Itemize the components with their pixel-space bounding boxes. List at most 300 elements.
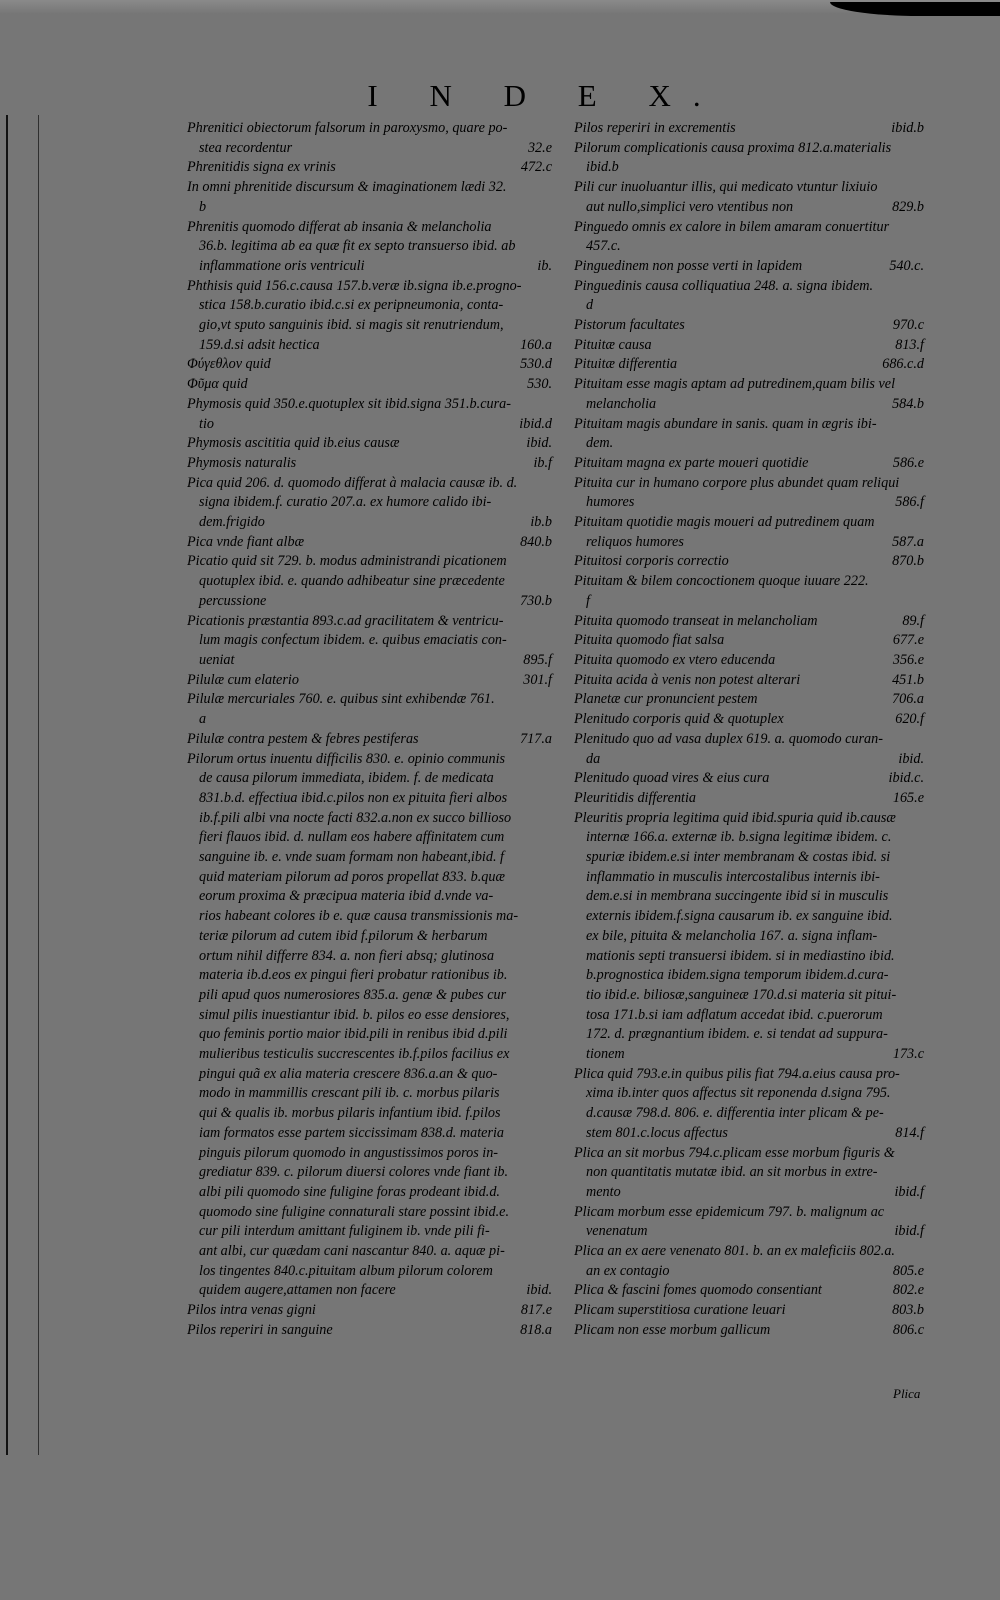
index-line-text: Pistorum facultates <box>574 317 685 334</box>
index-line-text: Pinguedinis causa colliquatiua 248. a. signa ibidem. <box>574 277 874 294</box>
index-line <box>187 1281 554 1301</box>
index-line <box>574 415 926 435</box>
page-reference: 806.c <box>892 1321 924 1338</box>
index-line <box>574 1045 926 1065</box>
index-line <box>574 730 926 750</box>
index-line-text: Pituitam magis abundare in sanis. quam in ægris ibi- <box>574 415 877 432</box>
index-line <box>187 750 554 770</box>
index-line-text: pinguis pilorum quomodo in angustissimos poros in- <box>199 1144 499 1161</box>
index-line-text: xima ib.inter quos affectus sit reponenda d.signa 795. <box>586 1085 891 1102</box>
index-line-text: albi pili quomodo sine fuligine foras prodeant ibid.d. <box>199 1183 500 1200</box>
index-line <box>187 1183 554 1203</box>
index-line-text: signa ibidem.f. curatio 207.a. ex humore calido ibi- <box>199 494 492 511</box>
index-line-text: Pica vnde fiant albæ <box>187 533 305 550</box>
index-line <box>187 257 554 277</box>
index-line-text: ex bile, pituita & melancholia 167. a. signa inflam- <box>586 927 878 944</box>
index-line <box>187 1321 554 1341</box>
index-line-text: dem.frigido <box>199 514 265 531</box>
index-line-text: percussione <box>199 592 267 609</box>
index-line-text: gio,vt sputo sanguinis ibid. si magis sit renutriendum, <box>199 317 504 334</box>
index-line <box>187 1045 554 1065</box>
index-line-text: mationis septi transuersi ibidem. si in mediastino ibid. <box>586 947 895 964</box>
page-reference: ibid.f <box>894 1223 924 1240</box>
index-line-text: stea recordentur <box>199 139 293 156</box>
binding-edge-rule <box>6 115 8 1455</box>
page-reference: 730.b <box>520 592 552 609</box>
index-line <box>187 316 554 336</box>
page-reference: 805.e <box>892 1262 924 1279</box>
index-line-text: 36.b. legitima ab ea quæ fit ex septo transuerso ibid. ab <box>199 238 516 255</box>
page-title: I N D E X. <box>367 78 723 113</box>
index-line <box>574 848 926 868</box>
index-line <box>187 612 554 632</box>
index-line <box>574 1222 926 1242</box>
index-line-text: dem. <box>586 435 614 452</box>
index-line <box>574 1025 926 1045</box>
index-line-text: Φῦμα quid <box>187 376 248 393</box>
index-line <box>574 868 926 888</box>
index-line-text: de causa pilorum immediata, ibidem. f. de medicata <box>199 770 494 787</box>
index-line-text: b.prognostica ibidem.signa temporum ibidem.d.cura- <box>586 967 889 984</box>
index-line <box>187 710 554 730</box>
index-line <box>187 1144 554 1164</box>
index-line <box>574 986 926 1006</box>
index-line <box>187 1203 554 1223</box>
index-line <box>187 1163 554 1183</box>
page-reference: 706.a <box>892 691 924 708</box>
catchword: Plica <box>893 1386 921 1401</box>
index-line <box>187 415 554 435</box>
index-line <box>574 296 926 316</box>
index-line-text: Φύγεθλον quid <box>187 356 271 373</box>
index-line-text: Phrenitis quomodo differat ab insania & melancholia <box>187 218 492 235</box>
index-line <box>574 1065 926 1085</box>
index-line <box>187 1262 554 1282</box>
page-reference: 895.f <box>523 651 552 668</box>
page-reference: ibid.b <box>891 120 924 136</box>
index-line-text: Pituitam magna ex parte moueri quotidie <box>574 454 809 471</box>
index-line-text: quidem augere,attamen non facere <box>199 1282 396 1299</box>
index-line <box>574 198 926 218</box>
index-line-text: d <box>586 297 594 314</box>
index-line-text: Pilorum complicationis causa proxima 812.a.materialis <box>574 139 892 156</box>
index-line-text: Pleuritis propria legitima quid ibid.spuria quid ib.causæ <box>574 809 896 826</box>
index-line-text: Pituitæ causa <box>574 336 652 353</box>
index-line <box>187 927 554 947</box>
index-line <box>187 848 554 868</box>
index-line <box>187 1242 554 1262</box>
index-line <box>187 572 554 592</box>
index-line-text: los tingentes 840.c.pituitam album pilorum colorem <box>199 1262 493 1279</box>
index-line <box>574 690 926 710</box>
index-line <box>574 789 926 809</box>
index-line <box>187 1065 554 1085</box>
index-line-text: Phymosis naturalis <box>187 454 297 471</box>
index-line <box>187 493 554 513</box>
index-line-text: quotuplex ibid. e. quando adhibeatur sine præcedente <box>199 573 505 590</box>
index-line <box>187 355 554 375</box>
index-line-text: lum magis confectum ibidem. e. quibus emaciatis con- <box>199 632 507 649</box>
index-line <box>187 1222 554 1242</box>
index-line-text: melancholia <box>586 395 657 412</box>
index-line <box>574 1084 926 1104</box>
index-line-text: Pinguedinem non posse verti in lapidem <box>574 257 803 274</box>
index-line <box>574 513 926 533</box>
index-line-text: Picationis præstantia 893.c.ad gracilitatem & ventricu- <box>187 612 504 629</box>
index-line-text: 457.c. <box>586 238 621 255</box>
index-line <box>187 730 554 750</box>
index-line <box>574 474 926 494</box>
index-line <box>574 1006 926 1026</box>
index-line <box>187 631 554 651</box>
index-line-text: ueniat <box>199 651 235 668</box>
page-reference: 540.c. <box>889 257 924 274</box>
index-line <box>574 395 926 415</box>
index-line <box>574 178 926 198</box>
index-line-text: Pilorum ortus inuentu difficilis 830. e. opinio communis <box>187 750 506 767</box>
index-line <box>574 631 926 651</box>
index-line <box>574 651 926 671</box>
index-line <box>574 1163 926 1183</box>
index-line <box>574 237 926 257</box>
index-line <box>574 947 926 967</box>
index-line-text: tio <box>199 415 214 432</box>
page-reference: 620.f <box>895 711 924 728</box>
page-reference: 584.b <box>892 395 924 412</box>
index-line <box>574 828 926 848</box>
page-reference: 173.c <box>892 1046 924 1063</box>
index-line <box>574 257 926 277</box>
index-line <box>187 119 554 139</box>
index-line-text: Pinguedo omnis ex calore in bilem amaram conuertitur <box>574 218 890 235</box>
page-reference: ibid. <box>898 750 924 767</box>
index-line-text: Planetæ cur pronuncient pestem <box>574 691 758 708</box>
index-line-text: Pleuritidis differentia <box>574 789 697 806</box>
index-line <box>574 375 926 395</box>
index-line-text: quomodo sine fuligine connaturali stare possint ibid.e. <box>199 1203 510 1220</box>
index-line <box>187 1025 554 1045</box>
page-reference: 587.a <box>892 533 924 550</box>
index-line-text: Plica an ex aere venenato 801. b. an ex maleficiis 802.a. <box>574 1243 895 1260</box>
index-line-text: Pituitæ differentia <box>574 356 678 373</box>
index-line <box>574 434 926 454</box>
index-line <box>574 218 926 238</box>
index-line-text: mulieribus testiculis succrescentes ib.f.pilos facilius ex <box>199 1046 510 1063</box>
page-reference: 814.f <box>895 1124 924 1141</box>
index-line-text: Pili cur inuoluantur illis, qui medicato vtuntur lixiuio <box>574 179 878 196</box>
page-reference: 301.f <box>523 671 552 688</box>
page-reference: 802.e <box>892 1282 924 1299</box>
index-line <box>574 769 926 789</box>
index-line <box>187 986 554 1006</box>
index-line <box>187 1124 554 1144</box>
index-line-text: Phymosis ascititia quid ib.eius causæ <box>187 435 400 452</box>
index-line <box>187 1006 554 1026</box>
index-line-text: cur pili interdum amittant fuliginem ib. vnde pili fi- <box>199 1223 490 1240</box>
page-reference: ibid.c. <box>888 770 924 787</box>
index-line <box>187 277 554 297</box>
index-line <box>187 907 554 927</box>
index-line-text: inflammatio in musculis intercostalibus internis ibi- <box>586 868 880 885</box>
index-line <box>574 1144 926 1164</box>
page-reference: ib.b <box>530 514 552 531</box>
index-column-right <box>574 119 926 1341</box>
index-line-text: d.causæ 798.d. 806. e. differentia inter plicam & pe- <box>586 1105 884 1122</box>
index-line <box>187 769 554 789</box>
index-line-text: Pituitam quotidie magis moueri ad putredinem quam <box>574 514 875 531</box>
index-line <box>574 355 926 375</box>
page-reference: 451.b <box>892 671 924 688</box>
index-line-text: quid materiam pilorum ad poros propellat 833. b.quæ <box>199 868 505 885</box>
index-line-text: 172. d. prægnantium ibidem. e. si tendat ad suppura- <box>586 1026 888 1043</box>
index-line-text: Pilos reperiri in sanguine <box>187 1321 333 1338</box>
index-line <box>187 809 554 829</box>
index-line-text: Pituitam & bilem concoctionem quoque iuuare 222. <box>574 573 869 590</box>
index-line <box>187 1301 554 1321</box>
index-line-text: Plica quid 793.e.in quibus pilis fiat 794.a.eius causa pro- <box>574 1065 900 1082</box>
index-line-text: Pituita quomodo transeat in melancholiam <box>574 612 818 629</box>
index-line-text: externis ibidem.f.signa causarum ib. ex sanguine ibid. <box>586 908 893 925</box>
index-line-text: Plicam non esse morbum gallicum <box>574 1321 771 1338</box>
index-line-text: iam formatos esse partem siccissimam 838.d. materia <box>199 1124 505 1141</box>
index-line-text: teriæ pilorum ad cutem ibid f.pilorum & herbarum <box>199 927 488 944</box>
index-line-text: reliquos humores <box>586 533 684 550</box>
index-line-text: ant albi, cur quædam cani nascantur 840. a. aquæ pi- <box>199 1243 505 1260</box>
index-line-text: humores <box>586 494 635 511</box>
index-line-text: Phymosis quid 350.e.quotuplex sit ibid.signa 351.b.cura- <box>187 395 511 412</box>
index-line-text: Pilulæ mercuriales 760. e. quibus sint exhibendæ 761. <box>187 691 495 708</box>
binding-edge-rule-inner <box>38 115 39 1455</box>
page-reference: ibid. <box>526 435 552 452</box>
index-line <box>187 828 554 848</box>
page-reference: ibid.d <box>519 415 552 432</box>
index-line-text: inflammatione oris ventriculi <box>199 257 365 274</box>
index-line-text: Pilulæ cum elaterio <box>187 671 299 688</box>
index-line-text: Pilos reperiri in excrementis <box>574 120 736 136</box>
page-reference: ib. <box>537 257 552 274</box>
index-line-text: dem.e.si in membrana succingente ibid si in musculis <box>586 888 889 905</box>
page-reference: 530.d <box>520 356 552 373</box>
index-line-text: a <box>199 711 207 728</box>
index-line <box>574 119 926 139</box>
index-line <box>187 789 554 809</box>
index-line-text: spuriæ ibidem.e.si inter membranam & costas ibid. si <box>586 849 891 866</box>
index-line-text: b <box>199 198 207 215</box>
index-line <box>574 1104 926 1124</box>
index-line <box>187 533 554 553</box>
index-line <box>187 1104 554 1124</box>
page-reference: 472.c <box>520 159 552 176</box>
index-line-text: venenatum <box>586 1223 648 1240</box>
page-reference: ib.f <box>533 454 552 471</box>
index-line-text: Pituita quomodo fiat salsa <box>574 632 725 649</box>
index-line <box>574 1262 926 1282</box>
index-line <box>187 592 554 612</box>
index-line-text: qui & qualis ib. morbus pilaris infantium ibid. f.pilos <box>199 1105 501 1122</box>
index-line <box>187 434 554 454</box>
page-reference: 89.f <box>902 612 924 629</box>
page-reference: 813.f <box>895 336 924 353</box>
index-line-text: ib.f.pili albi vna nocte facti 832.a.non ex succo billioso <box>199 809 512 826</box>
index-line <box>574 316 926 336</box>
index-line <box>574 887 926 907</box>
index-line <box>574 158 926 178</box>
index-line-text: Plica & fascini fomes quomodo consentiant <box>574 1282 822 1299</box>
index-line <box>574 454 926 474</box>
index-line <box>574 277 926 297</box>
index-line-text: sanguine ib. e. vnde suam formam non habeant,ibid. f <box>199 849 505 866</box>
index-line-text: Pituitam esse magis aptam ad putredinem,quam bilis vel <box>574 376 896 393</box>
index-line <box>574 552 926 572</box>
index-line <box>574 927 926 947</box>
index-line <box>187 336 554 356</box>
index-line <box>574 612 926 632</box>
index-line-text: Plicam superstitiosa curatione leuari <box>574 1302 786 1319</box>
index-line <box>574 533 926 553</box>
index-line <box>574 1183 926 1203</box>
index-line <box>574 1321 926 1341</box>
index-line-text: Plica an sit morbus 794.c.plicam esse morbum figuris & <box>574 1144 895 1161</box>
index-line <box>187 198 554 218</box>
index-line-text: ortum nihil differre 834. a. non fieri absq; glutinosa <box>199 947 495 964</box>
page-reference: 586.f <box>895 494 924 511</box>
index-line <box>187 651 554 671</box>
index-line <box>187 690 554 710</box>
page-reference: 840.b <box>520 533 552 550</box>
page-reference: 970.c <box>892 317 924 334</box>
index-line-text: eorum proxima & præcipua materia ibid d.vnde va- <box>199 888 494 905</box>
index-line <box>574 907 926 927</box>
index-line <box>187 513 554 533</box>
page-reference: 803.b <box>892 1302 924 1319</box>
index-line-text: Pituita cur in humano corpore plus abundet quam reliqui <box>574 474 900 491</box>
page-reference: 829.b <box>892 198 924 215</box>
index-line <box>574 572 926 592</box>
index-line-text: Pica quid 206. d. quomodo differat à malacia causæ ib. d. <box>187 474 518 491</box>
index-line-text: non quantitatis mutatæ ibid. an sit morbus in extre- <box>586 1164 878 1181</box>
index-line-text: Pilos intra venas gigni <box>187 1302 316 1319</box>
page-reference: 870.b <box>892 553 924 570</box>
page-reference: 586.e <box>892 454 924 471</box>
index-line-text: Phthisis quid 156.c.causa 157.b.veræ ib.signa ib.e.progno- <box>187 277 522 294</box>
index-line <box>574 750 926 770</box>
index-line-text: Picatio quid sit 729. b. modus administrandi picationem <box>187 553 507 570</box>
index-line-text: grediatur 839. c. pilorum diuersi colores vnde fiant ib. <box>199 1164 509 1181</box>
page-reference: 717.a <box>520 730 552 747</box>
index-line <box>187 966 554 986</box>
index-line <box>574 1281 926 1301</box>
index-line-text: aut nullo,simplici vero vtentibus non <box>586 198 794 215</box>
page-reference: 677.e <box>892 632 924 649</box>
index-line-text: Pilulæ contra pestem & febres pestiferas <box>187 730 419 747</box>
index-line <box>574 809 926 829</box>
index-line <box>574 1203 926 1223</box>
index-line <box>187 395 554 415</box>
index-line <box>187 947 554 967</box>
index-line <box>574 493 926 513</box>
index-line <box>187 218 554 238</box>
index-line-text: 831.b.d. effectiua ibid.c.pilos non ex pituita fieri albos <box>199 789 508 806</box>
page-reference: 530. <box>527 376 552 393</box>
index-line-text: stem 801.c.locus affectus <box>586 1124 728 1141</box>
index-line-text: Plenitudo corporis quid & quotuplex <box>574 711 784 728</box>
index-line-text: Pituitosi corporis correctio <box>574 553 729 570</box>
index-line <box>574 966 926 986</box>
index-line <box>187 552 554 572</box>
index-line <box>187 296 554 316</box>
index-line-text: materia ib.d.eos ex pingui fieri probatur rationibus ib. <box>199 967 508 984</box>
page-reference: 686.c.d <box>882 356 924 373</box>
page-reference: ibid.f <box>894 1183 924 1200</box>
index-line-text: an ex contagio <box>586 1262 670 1279</box>
index-line <box>187 474 554 494</box>
index-line-text: tosa 171.b.si iam adflatum accedat ibid. c.puerorum <box>586 1006 883 1023</box>
index-line-text: 159.d.si adsit hectica <box>199 336 320 353</box>
index-line-text: fieri flauos ibid. d. nullam eos habere affinitatem cum <box>199 829 505 846</box>
index-line <box>187 887 554 907</box>
index-line-text: tio ibid.e. biliosæ,sanguineæ 170.d.si materia sit pitui- <box>586 986 897 1003</box>
index-line <box>574 1124 926 1144</box>
page-reference: 32.e <box>527 139 552 156</box>
index-line-text: pingui quã ex alia materia crescere 836.a.an & quo- <box>199 1065 498 1082</box>
index-line-text: Phrenitici obiectorum falsorum in paroxysmo, quare po- <box>187 120 508 136</box>
index-line <box>574 1301 926 1321</box>
page-reference: 817.e <box>520 1302 552 1319</box>
index-line-text: ibid.b <box>586 159 619 176</box>
index-line <box>574 592 926 612</box>
index-line-text: f <box>586 592 590 609</box>
page-reference: 165.e <box>892 789 924 806</box>
index-line-text: tionem <box>586 1046 625 1063</box>
index-line <box>187 1084 554 1104</box>
index-line-text: In omni phrenitide discursum & imaginationem lædi 32. <box>187 179 507 196</box>
index-line <box>187 671 554 691</box>
index-line <box>574 139 926 159</box>
index-line <box>574 336 926 356</box>
index-line-text: Plicam morbum esse epidemicum 797. b. malignum ac <box>574 1203 885 1220</box>
index-column-left <box>187 119 554 1341</box>
index-line-text: internæ 166.a. externæ ib. b.signa legitimæ ibidem. c. <box>586 829 892 846</box>
index-line-text: pili apud quos numerosiores 835.a. genæ & pubes cur <box>199 986 507 1003</box>
index-line-text: simul pilis inuestiantur ibid. b. pilos eo esse densiores, <box>199 1006 510 1023</box>
index-line-text: Pituita quomodo ex vtero educenda <box>574 651 776 668</box>
index-line-text: da <box>586 750 601 767</box>
index-line <box>187 139 554 159</box>
page-reference: ibid. <box>526 1282 552 1299</box>
index-line-text: Plenitudo quo ad vasa duplex 619. a. quomodo curan- <box>574 730 883 747</box>
index-line <box>574 1242 926 1262</box>
index-line-text: quo feminis portio maior ibid.pili in renibus ibid d.pili <box>199 1026 508 1043</box>
page-reference: 818.a <box>520 1321 552 1338</box>
page-reference: 356.e <box>892 651 924 668</box>
index-line <box>574 710 926 730</box>
index-line-text: modo in mammillis crescant pili ib. c. morbus pilaris <box>199 1085 500 1102</box>
index-line <box>574 671 926 691</box>
index-line-text: Pituita acida à venis non potest alterari <box>574 671 801 688</box>
index-line-text: stica 158.b.curatio ibid.c.si ex peripneumonia, conta- <box>199 297 504 314</box>
index-line <box>187 237 554 257</box>
page-reference: 160.a <box>520 336 552 353</box>
index-line <box>187 178 554 198</box>
index-line <box>187 868 554 888</box>
index-line <box>187 158 554 178</box>
index-line <box>187 454 554 474</box>
index-line <box>187 375 554 395</box>
index-line-text: Plenitudo quoad vires & eius cura <box>574 770 770 787</box>
index-line-text: rios habeant colores ib e. quæ causa transmissionis ma- <box>199 908 519 925</box>
index-line-text: mento <box>586 1183 621 1200</box>
index-line-text: Phrenitidis signa ex vrinis <box>187 159 336 176</box>
